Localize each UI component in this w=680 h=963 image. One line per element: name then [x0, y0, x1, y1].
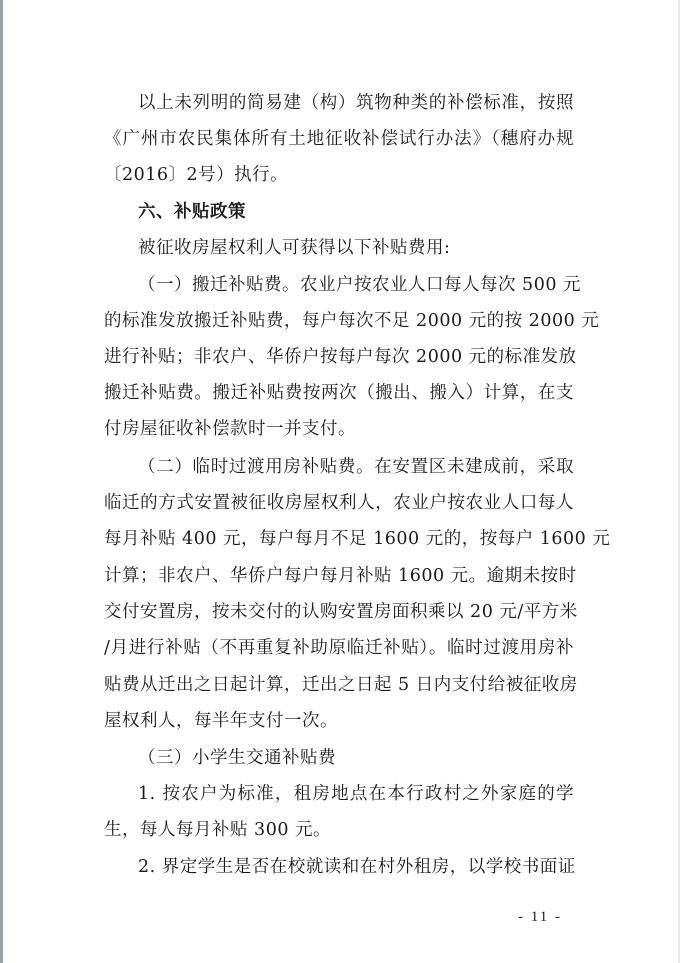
paragraph-line: 〔2016〕2号）执行。	[104, 165, 289, 185]
paragraph-line: 交付安置房，按未交付的认购安置房面积乘以 20 元/平方米	[104, 602, 578, 622]
paragraph-line: 搬迁补贴费。搬迁补贴费按两次（搬出、搬入）计算，在支	[104, 383, 574, 403]
paragraph-line: 计算；非农户、华侨户每户每月补贴 1600 元。逾期未按时	[104, 566, 577, 586]
paragraph-line: 《广州市农民集体所有土地征收补偿试行办法》（穗府办规	[104, 129, 574, 149]
paragraph-line: （二）临时过渡用房补贴费。在安置区未建成前，采取	[138, 457, 574, 477]
paragraph-line: 进行补贴；非农户、华侨户按每户每次 2000 元的标准发放	[104, 347, 577, 367]
section-heading: 六、补贴政策	[138, 202, 246, 222]
paragraph-line: 的标准发放搬迁补贴费，每户每次不足 2000 元的按 2000 元	[104, 311, 600, 331]
paragraph-line: 生，每人每月补贴 300 元。	[104, 820, 332, 840]
subsection-heading: （三）小学生交通补贴费	[138, 748, 336, 768]
paragraph-line: 贴费从迁出之日起计算，迁出之日起 5 日内支付给被征收房	[104, 675, 578, 695]
paragraph-line: 付房屋征收补偿款时一并支付。	[104, 419, 356, 439]
page-number: - 11 -	[518, 909, 562, 925]
paragraph-line: 临迁的方式安置被征收房屋权利人，农业户按农业人口每人	[104, 493, 574, 513]
paragraph-line: 被征收房屋权利人可获得以下补贴费用:	[138, 238, 451, 258]
paragraph-line: 每月补贴 400 元，每户每月不足 1600 元的，按每户 1600 元	[104, 529, 611, 549]
paragraph-line: 以上未列明的简易建（构）筑物种类的补偿标准，按照	[138, 93, 574, 113]
paragraph-line: 屋权利人，每半年支付一次。	[104, 711, 338, 731]
paragraph-line: 1. 按农户为标准，租房地点在本行政村之外家庭的学	[138, 784, 574, 804]
paragraph-line: 2. 界定学生是否在校就读和在村外租房，以学校书面证	[138, 857, 576, 877]
paragraph-line: （一）搬迁补贴费。农业户按农业人口每人每次 500 元	[138, 275, 582, 295]
paragraph-line: /月进行补贴（不再重复补助原临迁补贴）。临时过渡用房补	[104, 638, 574, 658]
